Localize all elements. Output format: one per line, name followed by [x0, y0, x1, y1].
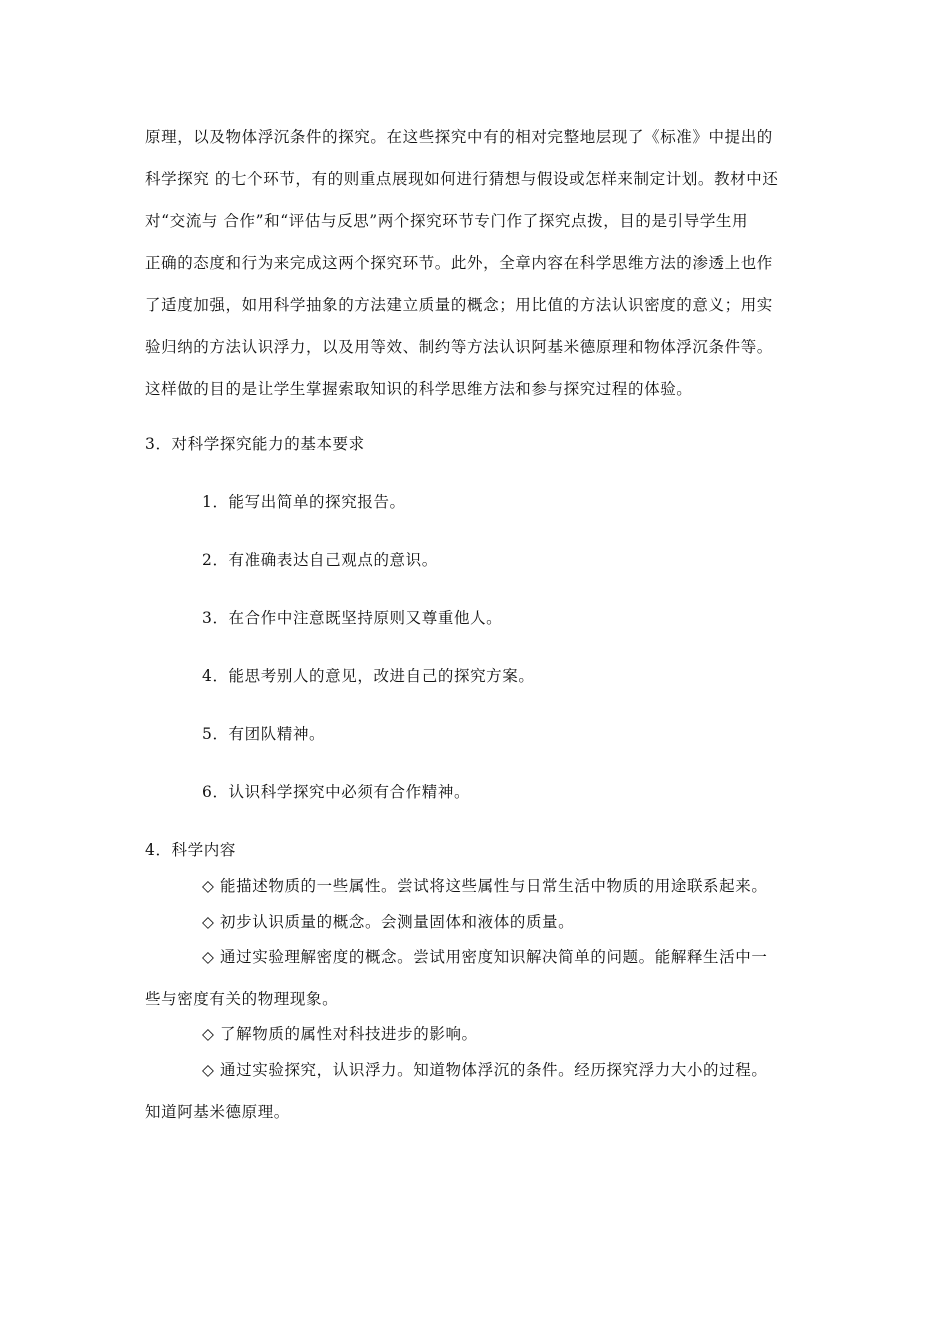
bullet-line: ◇ 通过实验探究，认识浮力。知道物体浮沉的条件。经历探究浮力大小的过程。: [202, 1061, 768, 1079]
paragraph-line: 了适度加强，如用科学抽象的方法建立质量的概念；用比值的方法认识密度的意义；用实: [145, 296, 773, 314]
bullet-line: ◇ 了解物质的属性对科技进步的影响。: [202, 1025, 478, 1043]
paragraph-line: 验归纳的方法认识浮力，以及用等效、制约等方法认识阿基米德原理和物体浮沉条件等。: [145, 338, 773, 356]
bullet-line: ◇ 初步认识质量的概念。会测量固体和液体的质量。: [202, 913, 575, 931]
section-heading: 4．科学内容: [145, 841, 236, 859]
list-item: 4．能思考别人的意见，改进自己的探究方案。: [202, 667, 535, 685]
paragraph-line: 科学探究 的七个环节，有的则重点展现如何进行猜想与假设或怎样来制定计划。教材中还: [145, 170, 779, 188]
paragraph-line: 这样做的目的是让学生掌握索取知识的科学思维方法和参与探究过程的体验。: [145, 380, 693, 398]
section-heading: 3．对科学探究能力的基本要求: [145, 435, 365, 453]
bullet-line: ◇ 能描述物质的一些属性。尝试将这些属性与日常生活中物质的用途联系起来。: [202, 877, 768, 895]
paragraph-line: 对“交流与 合作”和“评估与反思”两个探究环节专门作了探究点拨，目的是引导学生用: [145, 212, 749, 230]
list-item: 1．能写出简单的探究报告。: [202, 493, 406, 511]
list-item: 3．在合作中注意既坚持原则又尊重他人。: [202, 609, 503, 627]
list-item: 5．有团队精神。: [202, 725, 326, 743]
bullet-continuation: 知道阿基米德原理。: [145, 1103, 290, 1121]
bullet-line: ◇ 通过实验理解密度的概念。尝试用密度知识解决简单的问题。能解释生活中一: [202, 948, 768, 966]
bullet-continuation: 些与密度有关的物理现象。: [145, 990, 339, 1008]
list-item: 2．有准确表达自己观点的意识。: [202, 551, 438, 569]
list-item: 6．认识科学探究中必须有合作精神。: [202, 783, 471, 801]
paragraph-line: 原理，以及物体浮沉条件的探究。在这些探究中有的相对完整地层现了《标准》中提出的: [145, 128, 773, 146]
paragraph-line: 正确的态度和行为来完成这两个探究环节。此外，全章内容在科学思维方法的渗透上也作: [145, 254, 773, 272]
